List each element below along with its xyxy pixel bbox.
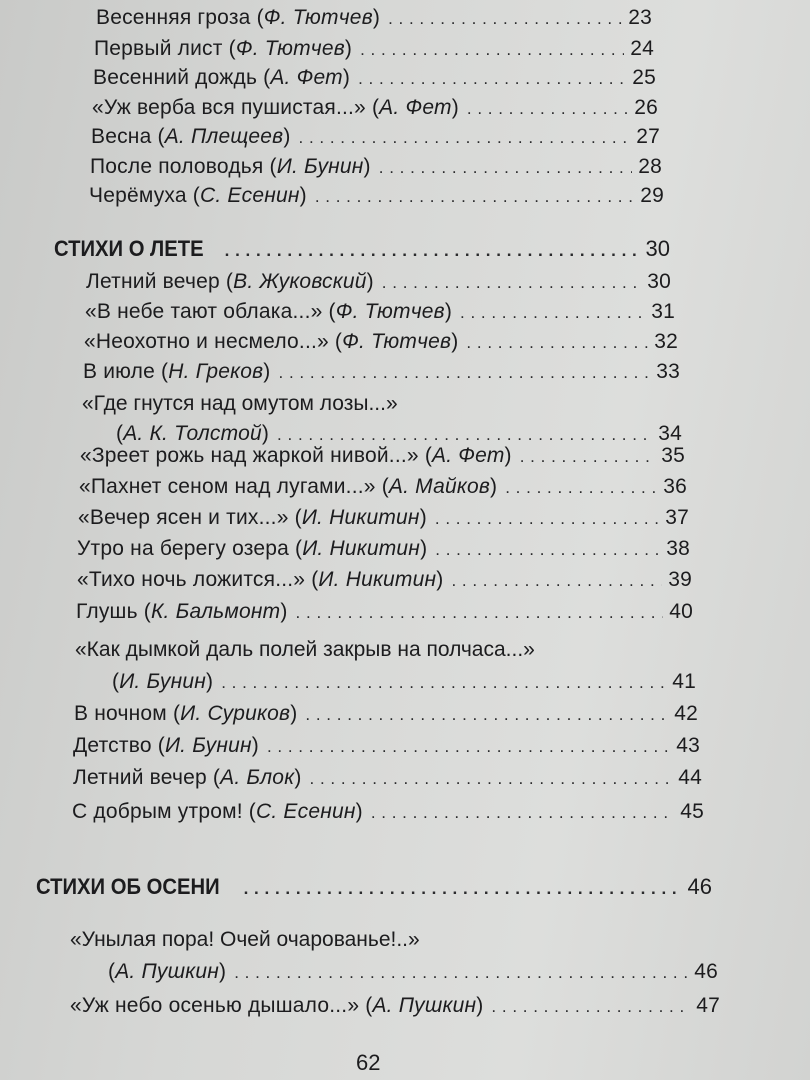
entry-title: Летний вечер [73,766,207,789]
entry-author: К. Бальмонт [150,600,281,623]
dot-leader [466,333,648,353]
entry-title: С добрым утром! [72,800,243,823]
entry-author: А. Пушкин [372,994,477,1017]
dot-leader [267,737,670,757]
dot-leader [505,478,657,498]
entry-page: 33 [656,360,680,383]
entry-page: 44 [678,766,702,789]
entry-title: «Вечер ясен и тих...» [78,506,289,529]
dot-leader [315,187,634,207]
entry-page: 46 [694,960,718,983]
entry-page: 40 [669,600,693,623]
dot-leader [279,363,651,383]
entry-page: 31 [651,300,675,323]
entry-page: 38 [666,537,690,560]
dot-leader [379,158,632,178]
entry-page: 24 [630,37,654,60]
toc-entry: «Уж верба вся пушистая...» (А. Фет) . . . 26 [92,96,658,120]
dot-leader [299,128,631,148]
entry-title: Весенняя гроза [96,6,251,29]
entry-author: И. Бунин [119,670,206,693]
entry-title: После половодья [90,155,264,178]
dot-leader [360,40,624,60]
entry-author: А. Плещеев [164,125,284,148]
entry-author: С. Есенин [200,184,300,207]
dot-leader [451,571,662,591]
toc-entry-title-line [70,928,420,952]
dot-leader [296,603,664,623]
toc-entry: После половодья (И. Бунин) . . . 28 [90,155,662,179]
entry-author: Ф. Тютчев [335,300,445,323]
toc-entry: Летний вечер (А. Блок) . . . 44 [73,766,702,790]
dot-leader [305,705,668,725]
dot-leader [460,303,645,323]
entry-page: 39 [668,568,692,591]
entry-author: А. Майков [388,475,491,498]
section-page: 30 [645,236,670,261]
entry-title: «Как дымкой даль полей закрыв на полчаса...» [75,638,535,661]
entry-author: Ф. Тютчев [235,37,345,60]
toc-entry: «Пахнет сеном над лугами...» (А. Майков) . . . 36 [79,475,687,499]
entry-title: В ночном [74,702,167,725]
entry-page: 45 [680,800,704,823]
toc-entry: «Вечер ясен и тих...» (И. Никитин) . . . 37 [78,506,689,530]
entry-page: 27 [636,125,660,148]
entry-page: 37 [665,506,689,529]
entry-author: И. Никитин [302,537,421,560]
entry-page: 30 [647,270,671,293]
entry-page: 41 [672,670,696,693]
entry-title: «Где гнутся над омутом лозы...» [82,392,398,415]
dot-leader [277,425,652,445]
entry-author: Н. Греков [168,360,264,383]
dot-leader [435,509,659,529]
entry-author: А. Блок [220,766,295,789]
entry-page: 35 [661,444,685,467]
section-title: СТИХИ О ЛЕТЕ [54,236,204,261]
entry-author: Ф. Тютчев [263,6,373,29]
toc-entry: «Неохотно и несмело...» (Ф. Тютчев) . . . 32 [84,330,678,354]
entry-title: Утро на берегу озера [77,537,289,560]
toc-entry: Черёмуха (С. Есенин) . . . 29 [89,184,664,208]
entry-author: А. Пушкин [115,960,219,983]
toc-entry: (А. Пушкин) . . . 46 [108,960,718,984]
entry-page: 42 [674,702,698,725]
entry-title: Черёмуха [89,184,187,207]
entry-title: Детство [73,734,152,757]
entry-page: 43 [676,734,700,757]
toc-entry: В июле (Н. Греков) . . . 33 [83,360,680,384]
dot-leader [244,879,682,899]
toc-entry: Весенняя гроза (Ф. Тютчев) . . . 23 [96,6,652,30]
entry-title: «Уж небо осенью дышало...» [70,994,360,1017]
toc-entry: Летний вечер (В. Жуковский) . . . 30 [86,270,671,294]
entry-title: Первый лист [94,37,223,60]
entry-author: А. К. Толстой [123,422,262,445]
toc-entry: Весна (А. Плещеев) . . . 27 [91,125,660,149]
entry-author: А. Фет [432,444,505,467]
entry-page: 26 [634,96,658,119]
toc-entry: Детство (И. Бунин) . . . 43 [73,734,700,758]
entry-title: «В небе тают облака...» [85,300,323,323]
entry-author: А. Фет [379,96,452,119]
entry-author: И. Никитин [318,568,437,591]
entry-title: «Уж верба вся пушистая...» [92,96,366,119]
entry-title: Весенний дождь [93,66,258,89]
section-title: СТИХИ ОБ ОСЕНИ [36,874,220,899]
entry-page: 28 [638,155,662,178]
entry-title: «Унылая пора! Очей очарованье!..» [70,928,420,951]
dot-leader [225,241,640,261]
entry-title: Летний вечер [86,270,220,293]
dot-leader [520,447,656,467]
entry-page: 23 [628,6,652,29]
entry-author: А. Фет [270,66,343,89]
toc-entry: В ночном (И. Суриков) . . . 42 [74,702,698,726]
entry-author: И. Бунин [276,155,364,178]
toc-entry: «В небе тают облака...» (Ф. Тютчев) . . . 31 [85,300,675,324]
toc-entry: Глушь (К. Бальмонт) . . . 40 [76,600,693,624]
section-heading-autumn [36,874,712,900]
dot-leader [388,9,622,29]
dot-leader [371,803,674,823]
toc-entry-title-line [82,392,398,416]
entry-page: 36 [663,475,687,498]
toc-entry: «Зреет рожь над жаркой нивой...» (А. Фет) . . . 35 [80,444,685,468]
toc-entry: (И. Бунин) . . . 41 [112,670,696,694]
entry-author: И. Суриков [180,702,291,725]
toc-entry-title-line [75,638,535,662]
dot-leader [491,997,690,1017]
toc-entry: Весенний дождь (А. Фет) . . . 25 [93,66,656,90]
dot-leader [358,69,626,89]
entry-title: Весна [91,125,152,148]
dot-leader [435,540,660,560]
entry-title: Глушь [76,600,138,623]
entry-author: И. Бунин [164,734,252,757]
section-heading-summer [54,236,670,262]
toc-entry: (А. К. Толстой) . . . 34 [116,422,682,446]
section-page: 46 [687,874,712,899]
entry-title: «Неохотно и несмело...» [84,330,329,353]
entry-title: «Зреет рожь над жаркой нивой...» [80,444,419,467]
dot-leader [310,769,673,789]
entry-page: 25 [632,66,656,89]
page-number: 62 [356,1050,381,1075]
entry-author: И. Никитин [301,506,420,529]
toc-entry: Утро на берегу озера (И. Никитин) . . . 38 [77,537,690,561]
toc-entry: «Уж небо осенью дышало...» (А. Пушкин) . . . 47 [70,994,720,1018]
entry-page: 32 [654,330,678,353]
entry-page: 47 [696,994,720,1017]
entry-page: 34 [658,422,682,445]
dot-leader [234,963,688,983]
toc-entry: Первый лист (Ф. Тютчев) . . . 24 [94,37,654,61]
entry-page: 29 [640,184,664,207]
entry-author: В. Жуковский [233,270,367,293]
entry-title: «Тихо ночь ложится...» [77,568,306,591]
entry-title: «Пахнет сеном над лугами...» [79,475,376,498]
toc-entry: «Тихо ночь ложится...» (И. Никитин) . . . 39 [77,568,692,592]
entry-title: В июле [83,360,155,383]
toc-entry: С добрым утром! (С. Есенин) . . . 45 [72,800,704,824]
dot-leader [221,673,666,693]
dot-leader [467,99,628,119]
dot-leader [382,273,641,293]
entry-author: С. Есенин [256,800,356,823]
entry-author: Ф. Тютчев [342,330,452,353]
